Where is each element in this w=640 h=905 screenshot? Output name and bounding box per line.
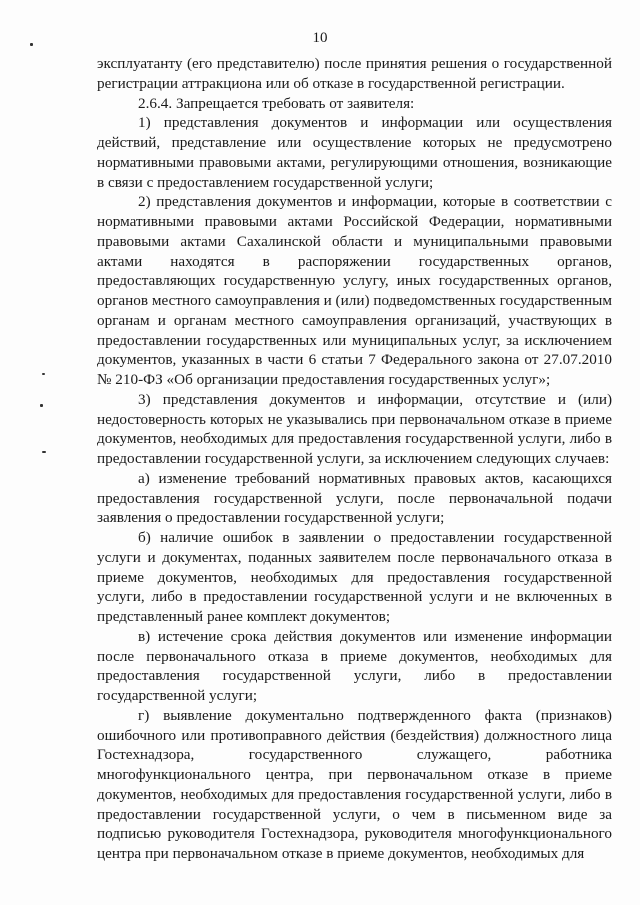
paragraph-item-1: 1) представления документов и информации или осуществления действий, представление или осуществление которых не предусмотрено нормативными правовыми актами, регулирующими отношения, возникающие в связи с предоставлением государственной услуги; [97, 114, 612, 191]
document-body [97, 54, 612, 864]
paragraph-continuation: эксплуатанту (его представителю) после принятия решения о государственной регистрации аттракциона или об отказе в государственной регистрации. [97, 55, 612, 92]
paragraph-subitem-a: а) изменение требований нормативных правовых актов, касающихся предоставления государственной услуги, после первоначальной подачи заявления о предоставлении государственной услуги; [97, 469, 612, 527]
paragraph-item-2: 2) представления документов и информации, которые в соответствии с нормативными правовыми актами Российской Федерации, нормативными правовыми актами Сахалинской области и муниципальными правовыми актами находятся в распоряжении государственных органов, предоставляющих государственную услугу, иных государственных органов, органов местного самоуправления и (или) подведомственных государственным органам и органам местного самоуправления организаций, участвующих в предоставлении государственных или муниципальных услуг, за исключением документов, указанных в части 6 статьи 7 Федерального закона от 27.07.2010 № 210-ФЗ «Об организации предоставления государственных услуг»; [97, 193, 612, 388]
paragraph-2-6-4: 2.6.4. Запрещается требовать от заявителя: [138, 94, 415, 112]
paragraph-subitem-b: б) наличие ошибок в заявлении о предоставлении государственной услуги и документах, поданных заявителем после первоначального отказа в приеме документов, необходимых для предоставления государственной услуги, либо в предоставлении государственной услуги и не включенных в представленный ранее комплект документов; [97, 529, 612, 625]
scan-mark [40, 404, 43, 407]
paragraph-item-3: 3) представления документов и информации, отсутствие и (или) недостоверность которых не указывались при первоначальном отказе в приеме документов, необходимых для предоставления государственной услуги, либо в предоставлении государственной услуги, за исключением следующих случаев: [97, 390, 612, 467]
scan-mark [42, 451, 46, 453]
paragraph-subitem-v: в) истечение срока действия документов или изменение информации после первоначального отказа в приеме документов, необходимых для предоставления государственной услуги, либо в предоставлении государственной услуги; [97, 627, 612, 704]
page-number: 10 [312, 30, 328, 46]
paragraph-subitem-g: г) выявление документально подтвержденного факта (признаков) ошибочного или противоправного действия (бездействия) должностного лица Гостехнадзора, государственного служащего, работника многофункционального центра, при первоначальном отказе в приеме документов, необходимых для предоставления государственной услуги, либо в предоставлении государственной услуги, о чем в письменном виде за подписью руководителя Гостехнадзора, руководителя многофункционального центра при первоначальном отказе в приеме документов, необходимых для [97, 706, 612, 862]
scan-mark [42, 373, 45, 375]
